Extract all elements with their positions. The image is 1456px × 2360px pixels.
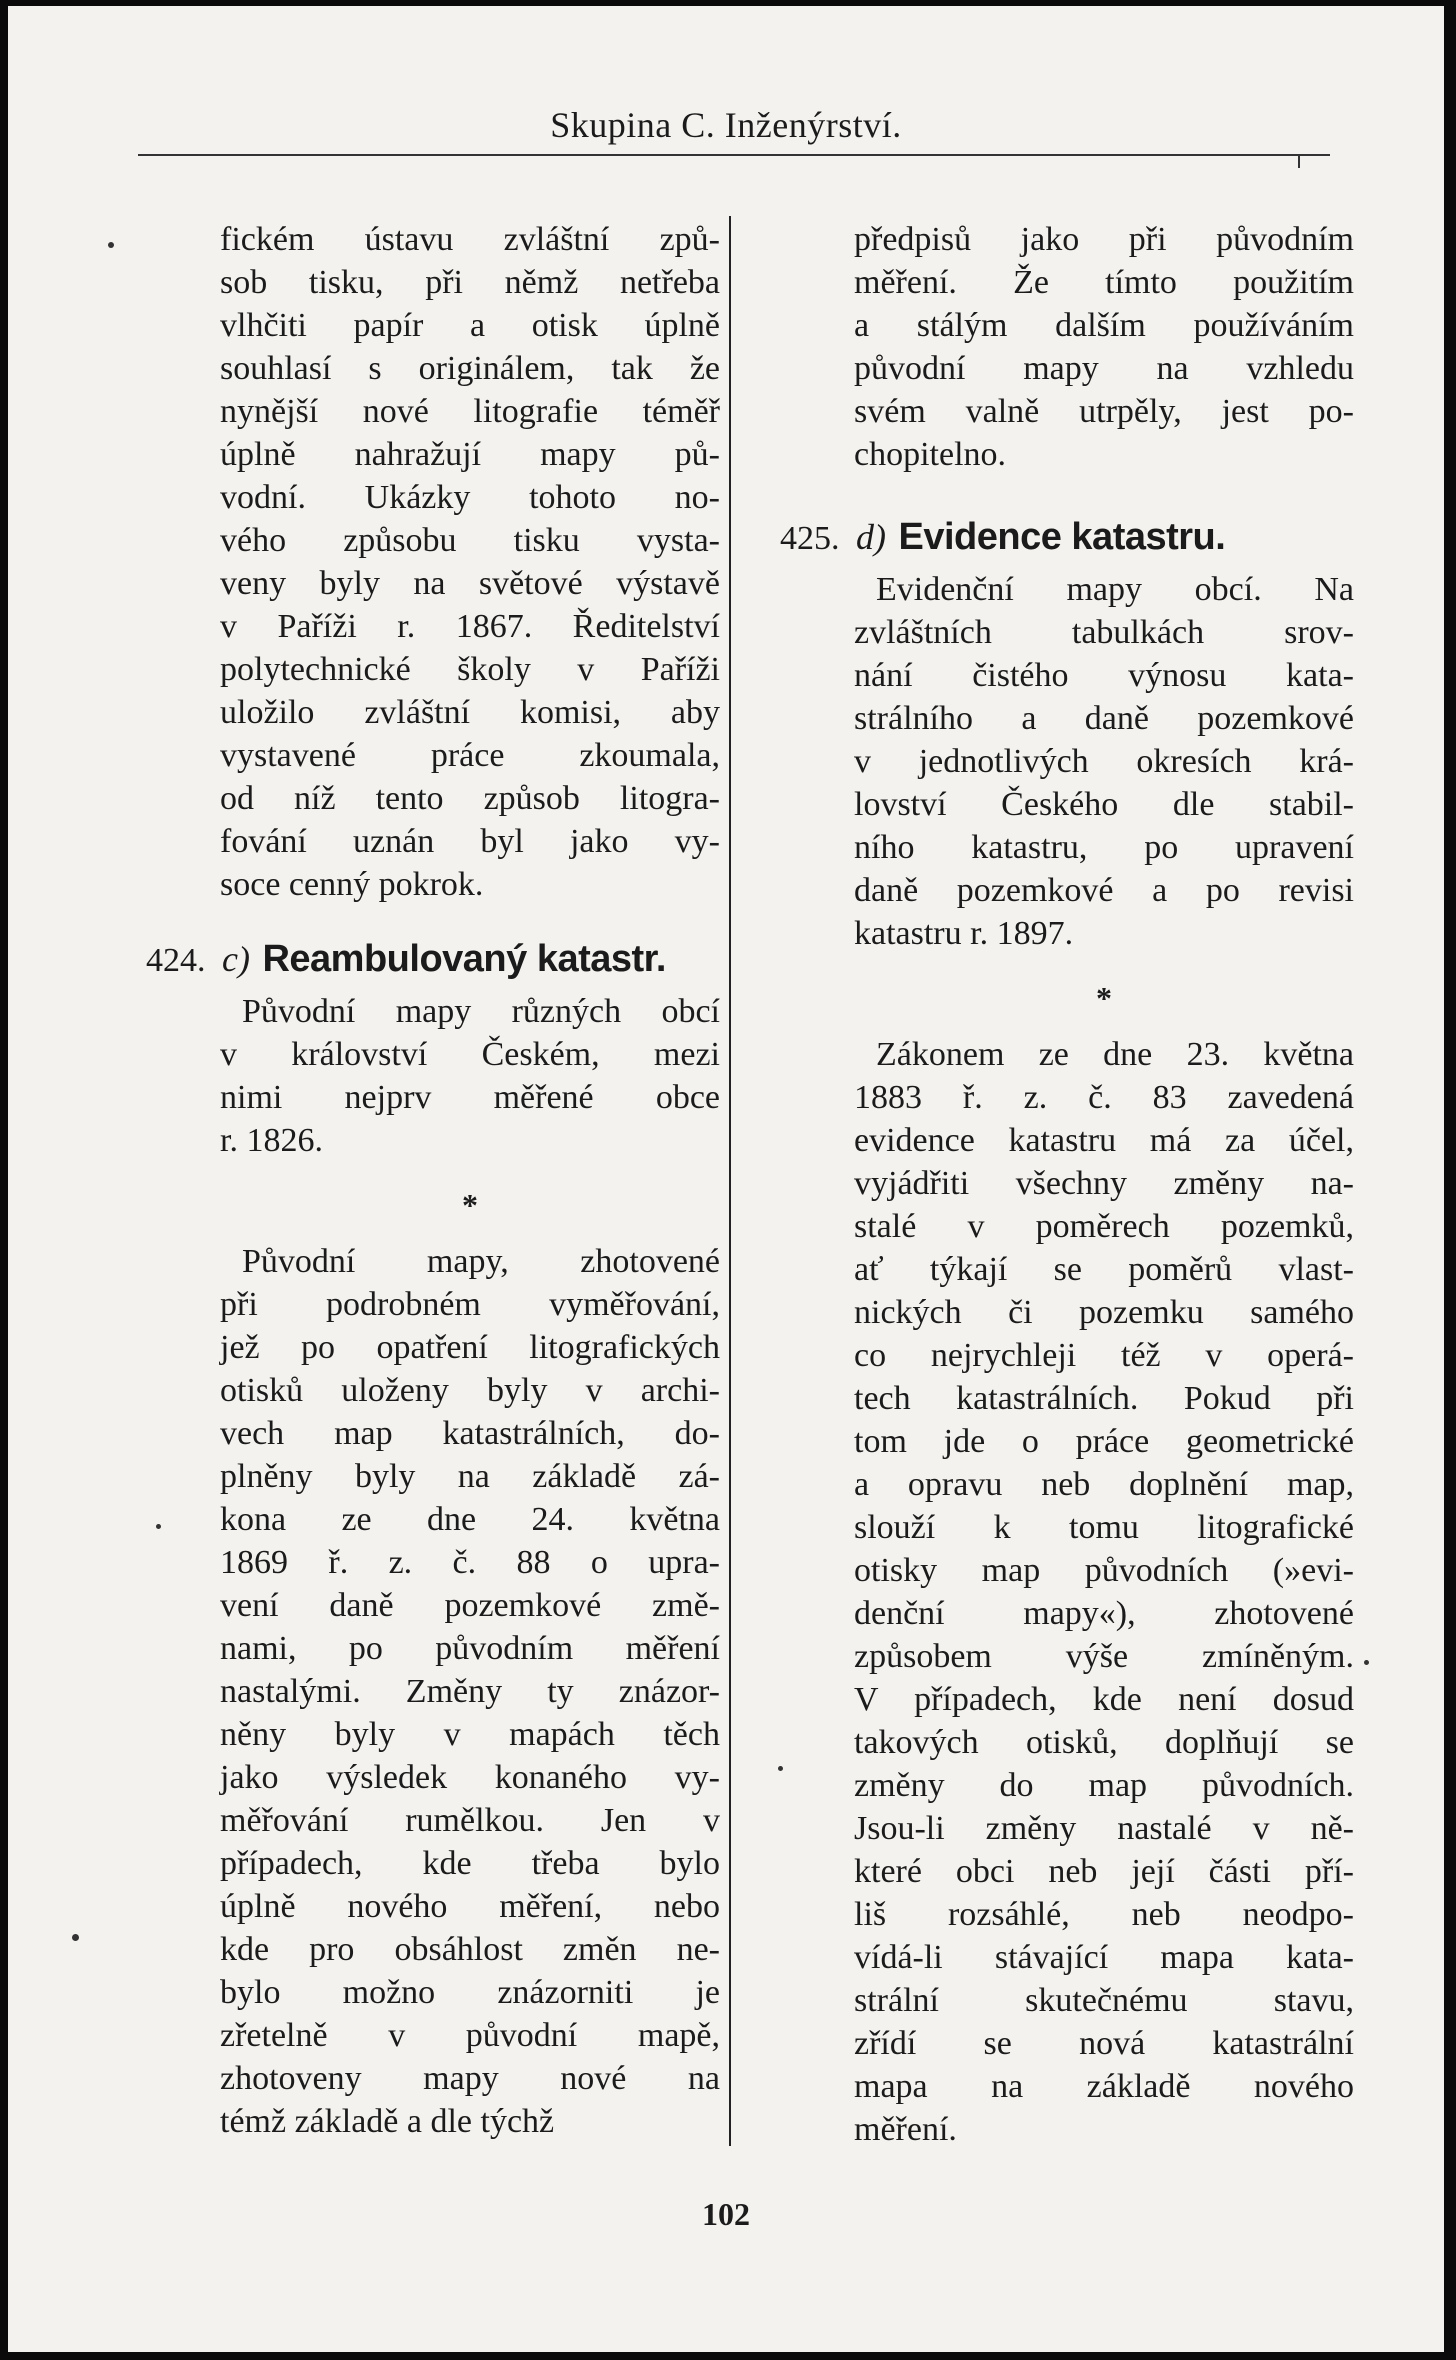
text-line: jako výsledek konaného vy- [220, 1759, 720, 1796]
text-line: sob tisku, při němž netřeba [220, 264, 720, 301]
header-rule [138, 154, 1330, 156]
section-separator-asterisk: * [462, 1187, 478, 1223]
text-line: uložilo zvláštní komisi, aby [220, 694, 720, 731]
section-letter: d) [856, 517, 886, 557]
left-paragraph-2 [220, 990, 720, 1162]
text-line: nání čistého výnosu kata- [854, 657, 1354, 694]
text-line: fování uznán byl jako vy- [220, 823, 720, 860]
text-line: měřování rumělkou. Jen v [220, 1802, 720, 1839]
text-line: slouží k tomu litografické [854, 1509, 1354, 1546]
column-divider [729, 216, 731, 2146]
text-line: Zákonem ze dne 23. května [876, 1036, 1354, 1073]
text-line: co nejrychleji též v operá- [854, 1337, 1354, 1374]
text-line: otisky map původních (»evi- [854, 1552, 1354, 1589]
text-line: lovství Českého dle stabil- [854, 786, 1354, 823]
section-heading-424 [146, 928, 720, 990]
section-title: Reambulovaný katastr. [262, 938, 666, 980]
text-line: plněny byly na základě zá- [220, 1458, 720, 1495]
text-line: od níž tento způsob litogra- [220, 780, 720, 817]
text-line: případech, kde třeba bylo [220, 1845, 720, 1882]
text-line: fickém ústavu zvláštní způ- [220, 221, 720, 258]
text-line: Původní mapy, zhotovené [242, 1243, 720, 1280]
text-line: souhlasí s originálem, tak že [220, 350, 720, 387]
text-line: ního katastru, po upravení [854, 829, 1354, 866]
scan-speck [72, 1934, 79, 1941]
text-line: kona ze dne 24. května [220, 1501, 720, 1538]
right-paragraph-2 [854, 568, 1354, 955]
text-line: zřídí se nová katastrální [854, 2025, 1354, 2062]
text-line: strálního a daně pozemkové [854, 700, 1354, 737]
section-letter: c) [222, 939, 250, 979]
text-line: ať týkají se poměrů vlast- [854, 1251, 1354, 1288]
text-line: vídá-li stávající mapa kata- [854, 1939, 1354, 1976]
text-line: témž základě a dle týchž [220, 2103, 555, 2140]
text-line: denční mapy«), zhotovené [854, 1595, 1354, 1632]
text-line: předpisů jako při původním [854, 221, 1354, 258]
text-line: otisků uloženy byly v archi- [220, 1372, 720, 1409]
text-line: daně pozemkové a po revisi [854, 872, 1354, 909]
section-separator-asterisk: * [1096, 980, 1112, 1016]
left-paragraph-3 [220, 1240, 720, 2143]
page-number: 102 [702, 2196, 750, 2232]
text-line: r. 1826. [220, 1122, 323, 1159]
text-line: chopitelno. [854, 436, 1007, 473]
text-line: takových otisků, doplňují se [854, 1724, 1354, 1761]
scan-speck [778, 1766, 783, 1771]
text-line: zhotoveny mapy nové na [220, 2060, 720, 2097]
text-line: měření. Že tímto použitím [854, 264, 1354, 301]
text-line: úplně nového měření, nebo [220, 1888, 720, 1925]
scan-speck [108, 242, 114, 248]
scan-speck [156, 1524, 161, 1529]
text-line: vení daně pozemkové změ- [220, 1587, 720, 1624]
text-line: liš rozsáhlé, neb neodpo- [854, 1896, 1354, 1933]
left-column [146, 218, 720, 2143]
text-line: při podrobném vyměřování, [220, 1286, 720, 1323]
text-line: V případech, kde není dosud [854, 1681, 1354, 1718]
text-line: nických či pozemku samého [854, 1294, 1354, 1331]
text-line: něny byly v mapách těch [220, 1716, 720, 1753]
text-line: tom jde o práce geometrické [854, 1423, 1354, 1460]
text-line: katastru r. 1897. [854, 915, 1074, 952]
section-title: Evidence katastru. [898, 516, 1226, 558]
text-line: vlhčiti papír a otisk úplně [220, 307, 720, 344]
text-line: tech katastrálních. Pokud při [854, 1380, 1354, 1417]
text-line: kde pro obsáhlost změn ne- [220, 1931, 720, 1968]
text-line: strální skutečnému stavu, [854, 1982, 1354, 2019]
text-line: evidence katastru má za účel, [854, 1122, 1354, 1159]
text-line: jež po opatření litografických [220, 1329, 720, 1366]
text-line: které obci neb její části pří- [854, 1853, 1354, 1890]
text-line: Původní mapy různých obcí [242, 993, 720, 1030]
text-line: nynější nové litografie téměř [220, 393, 720, 430]
text-line: nastalými. Změny ty znázor- [220, 1673, 720, 1710]
text-line: měření. [854, 2111, 957, 2148]
text-line: zvláštních tabulkách srov- [854, 614, 1354, 651]
right-paragraph-3 [854, 1033, 1354, 2151]
section-heading-425 [780, 506, 1354, 568]
text-line: nimi nejprv měřené obce [220, 1079, 720, 1116]
text-line: v Paříži r. 1867. Ředitelství [220, 608, 720, 645]
running-header: Skupina C. Inženýrství. [550, 105, 902, 145]
text-line: a stálým dalším používáním [854, 307, 1354, 344]
text-line: 1883 ř. z. č. 83 zavedená [854, 1079, 1354, 1116]
text-line: Jsou-li změny nastalé v ně- [854, 1810, 1354, 1847]
text-line: veny byly na světové výstavě [220, 565, 720, 602]
left-paragraph-1 [220, 218, 720, 906]
text-line: v království Českém, mezi [220, 1036, 720, 1073]
text-line: Evidenční mapy obcí. Na [876, 571, 1354, 608]
text-line: zřetelně v původní mapě, [220, 2017, 720, 2054]
text-line: mapa na základě nového [854, 2068, 1354, 2105]
text-line: bylo možno znázorniti je [220, 1974, 720, 2011]
text-line: svém valně utrpěly, jest po- [854, 393, 1354, 430]
text-line: a opravu neb doplnění map, [854, 1466, 1354, 1503]
section-number: 425. [780, 520, 840, 557]
section-number: 424. [146, 942, 206, 979]
text-line: v jednotlivých okresích krá- [854, 743, 1354, 780]
text-line: vodní. Ukázky tohoto no- [220, 479, 720, 516]
text-line: změny do map původních. [854, 1767, 1354, 1804]
text-line: vech map katastrálních, do- [220, 1415, 720, 1452]
text-line: 1869 ř. z. č. 88 o upra- [220, 1544, 720, 1581]
text-line: stalé v poměrech pozemků, [854, 1208, 1354, 1245]
text-line: způsobem výše zmíněným. [854, 1638, 1354, 1675]
page [8, 6, 1444, 2352]
right-column [780, 218, 1354, 2151]
right-paragraph-1 [854, 218, 1354, 476]
text-line: původní mapy na vzhledu [854, 350, 1354, 387]
text-line: vého způsobu tisku vysta- [220, 522, 720, 559]
text-line: úplně nahražují mapy pů- [220, 436, 720, 473]
text-line: nami, po původním měření [220, 1630, 720, 1667]
text-line: vystavené práce zkoumala, [220, 737, 720, 774]
text-line: soce cenný pokrok. [220, 866, 484, 903]
scan-speck [1364, 1660, 1369, 1665]
text-line: polytechnické školy v Paříži [220, 651, 720, 688]
text-line: vyjádřiti všechny změny na- [854, 1165, 1354, 1202]
